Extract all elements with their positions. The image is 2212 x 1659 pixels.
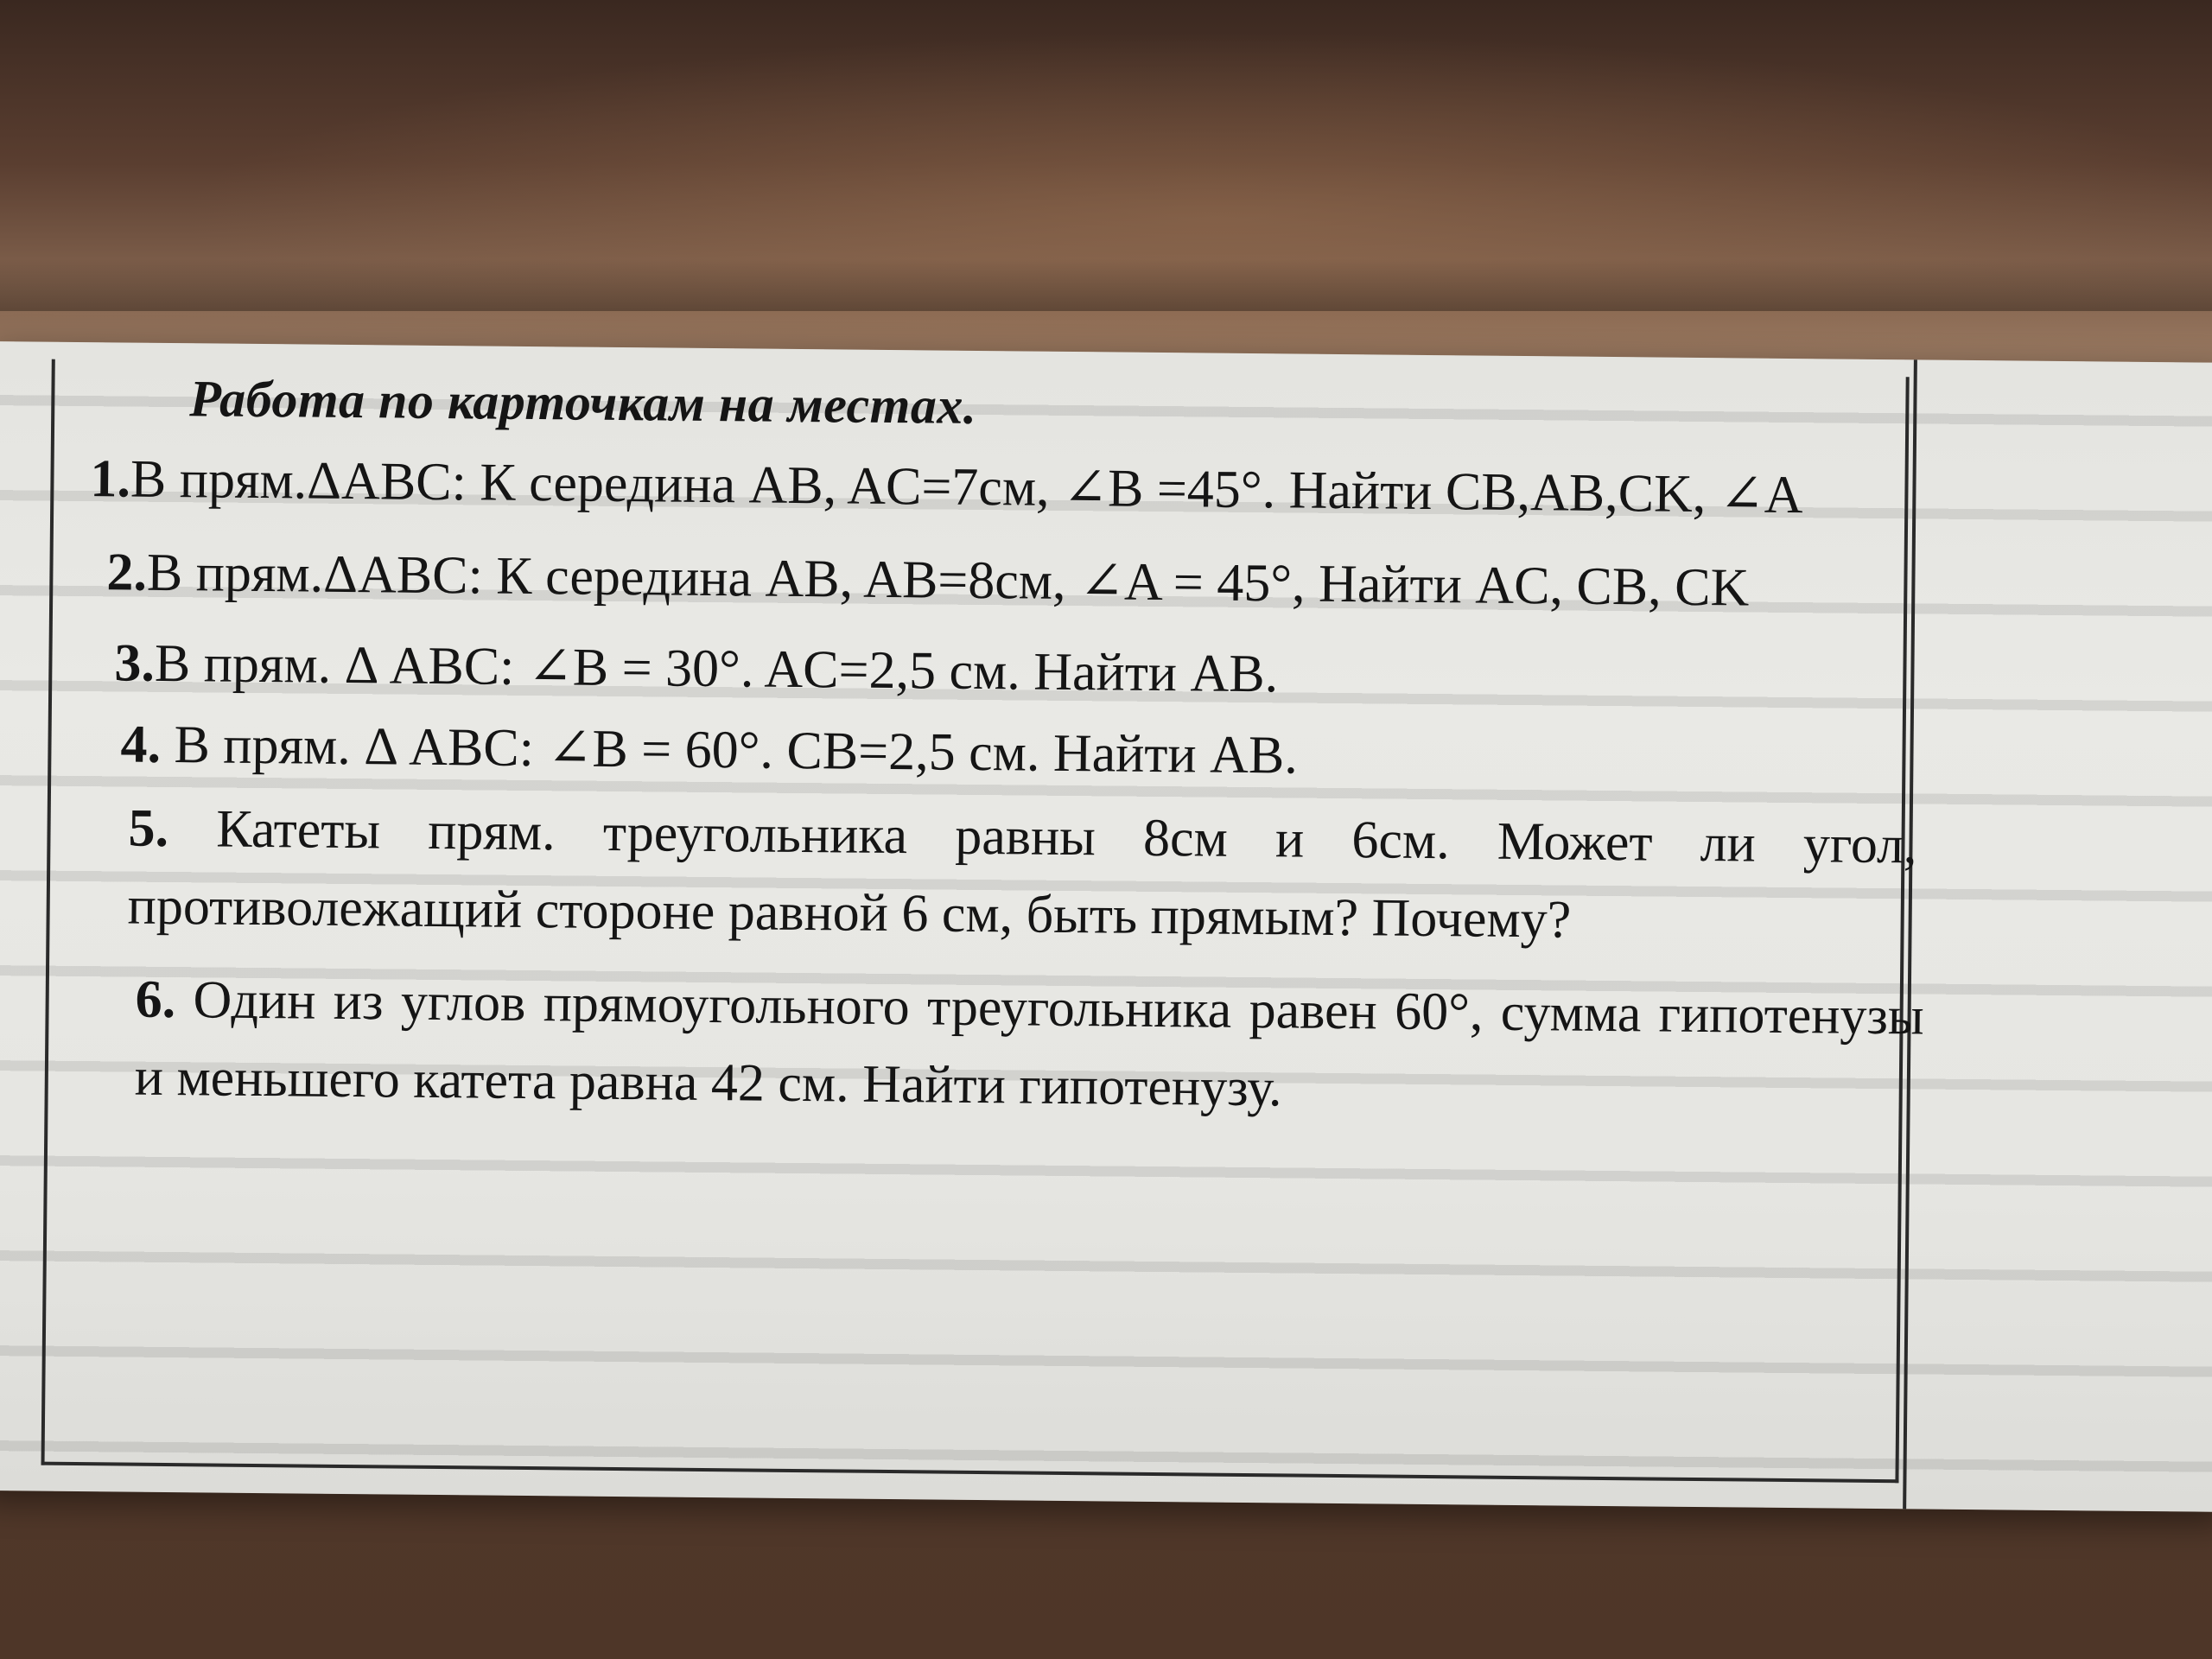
card-content xyxy=(79,368,1924,1148)
task-number: 1. xyxy=(90,449,131,509)
task-6 xyxy=(134,961,1924,1134)
card-title: Работа по карточкам на местах. xyxy=(189,370,977,435)
paper-card xyxy=(0,341,2212,1512)
task-number: 3. xyxy=(114,633,156,693)
task-text: В прям.ΔABC: К середина AB, AB=8см, ∠A = 45°, Найти AC, CB, CK xyxy=(146,543,1750,618)
task-1 xyxy=(90,440,1879,535)
task-number: 6. xyxy=(135,969,176,1030)
task-text: Один из углов прямоугольного треугольника равен 60°, сумма гипотенузы и меньшего катета равна 42 см. Найти гипотенузу. xyxy=(134,970,1924,1118)
task-text: В прям. Δ ABC: ∠B = 60°. CB=2,5 см. Найти AB. xyxy=(160,715,1299,785)
task-2 xyxy=(106,533,1896,628)
desk-background xyxy=(0,0,2212,363)
task-text: В прям. Δ ABC: ∠B = 30°. AC=2,5 см. Найти AB. xyxy=(154,633,1279,704)
task-5 xyxy=(127,790,1917,963)
task-number: 5. xyxy=(128,798,169,858)
task-4 xyxy=(120,708,1910,798)
task-3 xyxy=(114,626,1904,716)
task-number: 4. xyxy=(120,715,162,774)
task-text: В прям.ΔABC: К середина AB, AC=7см, ∠B =45°. Найти CB,AB,CK, ∠A xyxy=(130,449,1803,525)
task-text: Катеты прям. треугольника равны 8см и 6см. Может ли угол, противолежащий стороне равной 6 см, быть прямым? Почему? xyxy=(127,798,1917,950)
task-number: 2. xyxy=(106,543,148,602)
